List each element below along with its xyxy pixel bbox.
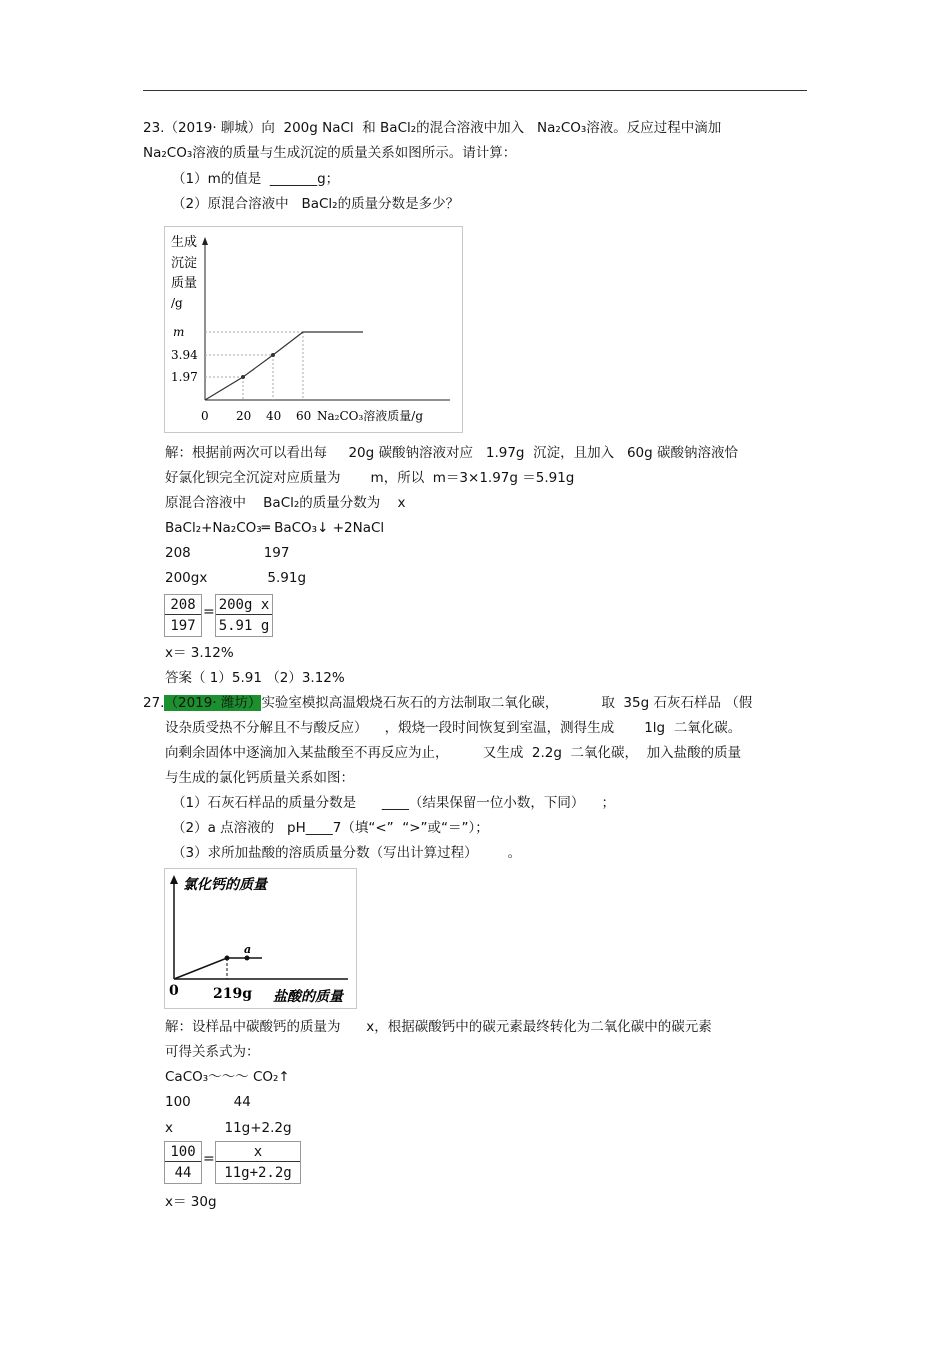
ylabel-line-1: 生成 <box>171 235 198 250</box>
q27-relation: CaCO₃～～～ CO₂↑ <box>165 1069 290 1085</box>
fraction-numerator: 208 <box>170 597 196 613</box>
xlabel: 盐酸的质量 <box>273 989 343 1005</box>
q27-fraction-equals: = <box>203 1151 215 1167</box>
fraction-bar <box>165 1161 201 1162</box>
ytick-394: 3.94 <box>171 348 198 362</box>
ylabel-line-3: 质量 <box>171 276 198 291</box>
fraction-numerator: x <box>253 1144 263 1160</box>
xtick-60: 60 <box>296 409 312 423</box>
q23-molar-masses: 208 197 <box>165 545 290 561</box>
q27-chart-svg <box>165 869 356 1008</box>
point-40 <box>271 353 275 357</box>
q27-solution-line-2: 可得关系式为： <box>165 1044 260 1060</box>
fraction-denominator: 44 <box>174 1165 192 1181</box>
q23-text-line-2: Na₂CO₃溶液的质量与生成沉淀的质量关系如图所示。请计算： <box>143 145 517 161</box>
origin-label: 0 <box>169 983 179 999</box>
q27-source-tag: （2019· 潍坊） <box>164 695 262 711</box>
q27-number: 27. <box>143 695 165 711</box>
xtick-40: 40 <box>266 409 282 423</box>
ylabel: 氯化钙的质量 <box>183 877 267 893</box>
data-line <box>205 332 363 400</box>
q27-text: 实验室模拟高温煅烧石灰石的方法制取二氧化碳， 取 35g 石灰石样品 （假 <box>261 695 753 711</box>
fraction-bar <box>216 1161 300 1162</box>
ytick-197: 1.97 <box>171 370 198 384</box>
q27-text-line-4: 与生成的氯化钙质量关系如图： <box>165 770 354 786</box>
q23-solution-line-3: 原混合溶液中 BaCl₂的质量分数为 x <box>165 495 406 511</box>
header-rule <box>143 90 807 91</box>
point-a-label: a <box>244 943 252 956</box>
fraction-numerator: 200g x <box>218 597 270 613</box>
q23-chart <box>164 226 463 433</box>
q27-part-1: （1）石灰石样品的质量分数是 ____（结果保留一位小数，下同） ； <box>172 795 616 811</box>
point-219 <box>225 956 230 961</box>
q23-solution-line-1: 解：根据前两次可以看出每 20g 碳酸钠溶液对应 1.97g 沉淀，且加入 60g 碳酸钠溶液恰 <box>165 445 738 461</box>
fraction-numerator: 100 <box>170 1144 196 1160</box>
fraction-denominator: 5.91 g <box>218 618 270 634</box>
q23-chart-svg <box>165 227 462 432</box>
q23-answer: 答案（ 1）5.91 （2）3.12% <box>165 670 345 686</box>
q27-solution-line-1: 解：设样品中碳酸钙的质量为 x，根据碳酸钙中的碳元素最终转化为二氧化碳中的碳元素 <box>165 1019 712 1035</box>
q23-text-line-1: 23.（2019· 聊城）向 200g NaCl 和 BaCl₂的混合溶液中加入 Na₂CO₃溶液。反应过程中滴加 <box>143 120 722 136</box>
q27-part-3: （3）求所加盐酸的溶质质量分数（写出计算过程） 。 <box>172 845 522 861</box>
q27-fraction-left <box>164 1141 202 1184</box>
q27-chart <box>164 868 357 1009</box>
point-a <box>245 956 250 961</box>
y-axis-arrow <box>202 237 208 245</box>
fraction-denominator: 11g+2.2g <box>224 1165 292 1181</box>
q23-fraction-right <box>215 594 273 637</box>
q27-masses: x 11g+2.2g <box>165 1120 292 1136</box>
fraction-bar <box>165 614 201 615</box>
q23-part-1: （1）m的值是 _______g； <box>172 171 340 187</box>
q23-result: x＝ 3.12% <box>165 645 234 661</box>
q23-masses: 200gx 5.91g <box>165 570 307 586</box>
point-20 <box>241 375 245 379</box>
q27-fraction-right <box>215 1141 301 1184</box>
xlabel: Na₂CO₃溶液质量/g <box>317 409 424 423</box>
q27-result: x＝ 30g <box>165 1194 217 1210</box>
xtick-0: 0 <box>201 409 209 423</box>
q27-text-line-3: 向剩余固体中逐滴加入某盐酸至不再反应为止， 又生成 2.2g 二氧化碳， 加入盐酸的质量 <box>165 745 742 761</box>
ytick-m: m <box>173 325 185 339</box>
q23-solution-line-2: 好氯化钡完全沉淀对应质量为 m，所以 m＝3×1.97g ＝5.91g <box>165 470 575 486</box>
data-line <box>174 958 262 979</box>
q23-equation: BaCl₂+Na₂CO₃═ BaCO₃↓ +2NaCl <box>165 520 385 536</box>
fraction-denominator: 197 <box>170 618 196 634</box>
xtick-20: 20 <box>236 409 252 423</box>
fraction-bar <box>216 614 272 615</box>
q23-part-2: （2）原混合溶液中 BaCl₂的质量分数是多少？ <box>172 196 460 212</box>
ylabel-line-4: /g <box>171 296 183 310</box>
q27-text-line-1 <box>143 694 752 712</box>
q23-fraction-left <box>164 594 202 637</box>
y-axis-arrow <box>170 875 178 884</box>
q23-fraction-equals: = <box>203 604 215 620</box>
q27-text-line-2: 设杂质受热不分解且不与酸反应） ，煅烧一段时间恢复到室温，测得生成 1lg 二氧化碳。 <box>165 720 742 736</box>
ylabel-line-2: 沉淀 <box>171 256 198 271</box>
xtick-219: 219g <box>213 986 253 1002</box>
q27-part-2: （2）a 点溶液的 pH____7（填“<” “>”或“＝”）； <box>172 820 489 836</box>
q27-molar-masses: 100 44 <box>165 1094 251 1110</box>
